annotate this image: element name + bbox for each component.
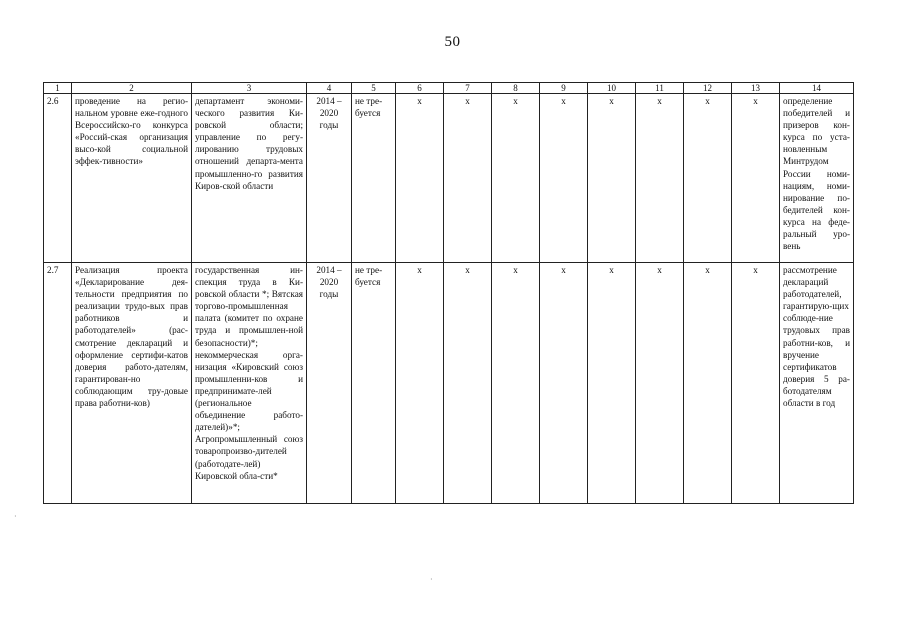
- scan-speck: ·: [430, 575, 433, 584]
- executors-cell: государственная ин-спекция труда в Ки-ровской области *; Вятская торгово-промышленная палата (комитет по охране труда и промышлен-ной безопасности)*; некоммерческая орга-низация «Кировский союз промышленни-ков и предпринимате-лей (региональное объединение работо-дателей)»*; Агропромышленный союз товаропроизво-дителей (работодате-лей) Кировской обла-сти*: [192, 263, 307, 504]
- header-cell: 6: [396, 83, 444, 94]
- header-row: [44, 83, 854, 94]
- page-number: 50: [444, 34, 461, 50]
- plan-table: [43, 82, 854, 504]
- header-cell: 7: [444, 83, 492, 94]
- header-cell: 12: [684, 83, 732, 94]
- header-cell: 5: [352, 83, 396, 94]
- value-cell: х: [636, 263, 684, 504]
- value-cell: х: [492, 263, 540, 504]
- period-cell: 2014 – 2020 годы: [307, 94, 352, 263]
- value-cell: х: [444, 94, 492, 263]
- value-cell: х: [492, 94, 540, 263]
- value-cell: х: [396, 263, 444, 504]
- event-cell: проведение на регио-нальном уровне еже-годного Всероссийско-го конкурса «Россий-ская организация высо-кой социальной эффек-тивности»: [72, 94, 192, 263]
- value-cell: х: [396, 94, 444, 263]
- value-cell: х: [636, 94, 684, 263]
- period-cell: 2014 – 2020 годы: [307, 263, 352, 504]
- header-cell: 13: [732, 83, 780, 94]
- value-cell: х: [540, 263, 588, 504]
- header-cell: 11: [636, 83, 684, 94]
- header-cell: 14: [780, 83, 854, 94]
- header-cell: 2: [72, 83, 192, 94]
- header-cell: 8: [492, 83, 540, 94]
- value-cell: х: [732, 263, 780, 504]
- header-cell: 10: [588, 83, 636, 94]
- row-number-cell: 2.6: [44, 94, 72, 263]
- row-number-cell: 2.7: [44, 263, 72, 504]
- value-cell: х: [540, 94, 588, 263]
- header-cell: 4: [307, 83, 352, 94]
- value-cell: х: [732, 94, 780, 263]
- value-cell: х: [684, 94, 732, 263]
- result-cell: определение победителей и призеров кон-курса по уста-новленным Минтрудом России номи-нациям, номи-нирование по-бедителей кон-курса на феде-ральный уро-вень: [780, 94, 854, 263]
- executors-cell: департамент экономи-ческого развития Ки-ровской области; управление по регу-лированию трудовых отношений департа-мента промышленно-го развития Киров-ской области: [192, 94, 307, 263]
- result-cell: рассмотрение деклараций работодателей, гарантирую-щих соблюде-ние трудовых прав работни-ков, и вручение сертификатов доверия 5 ра-ботодателям области в год: [780, 263, 854, 504]
- table-row: [44, 94, 854, 263]
- value-cell: х: [588, 94, 636, 263]
- value-cell: х: [588, 263, 636, 504]
- funding-cell: не тре-буется: [352, 94, 396, 263]
- header-cell: 1: [44, 83, 72, 94]
- header-cell: 3: [192, 83, 307, 94]
- value-cell: х: [684, 263, 732, 504]
- value-cell: х: [444, 263, 492, 504]
- table-row: [44, 263, 854, 504]
- event-cell: Реализация проекта «Декларирование дея-тельности предприятия по реализации трудо-вых прав работников и работодателей» (рас-смотрение деклараций и оформление сертифи-катов доверия работо-дателям, гарантирован-но соблюдающим тру-довые права работни-ков): [72, 263, 192, 504]
- scan-speck: ·: [14, 512, 17, 521]
- header-cell: 9: [540, 83, 588, 94]
- funding-cell: не тре-буется: [352, 263, 396, 504]
